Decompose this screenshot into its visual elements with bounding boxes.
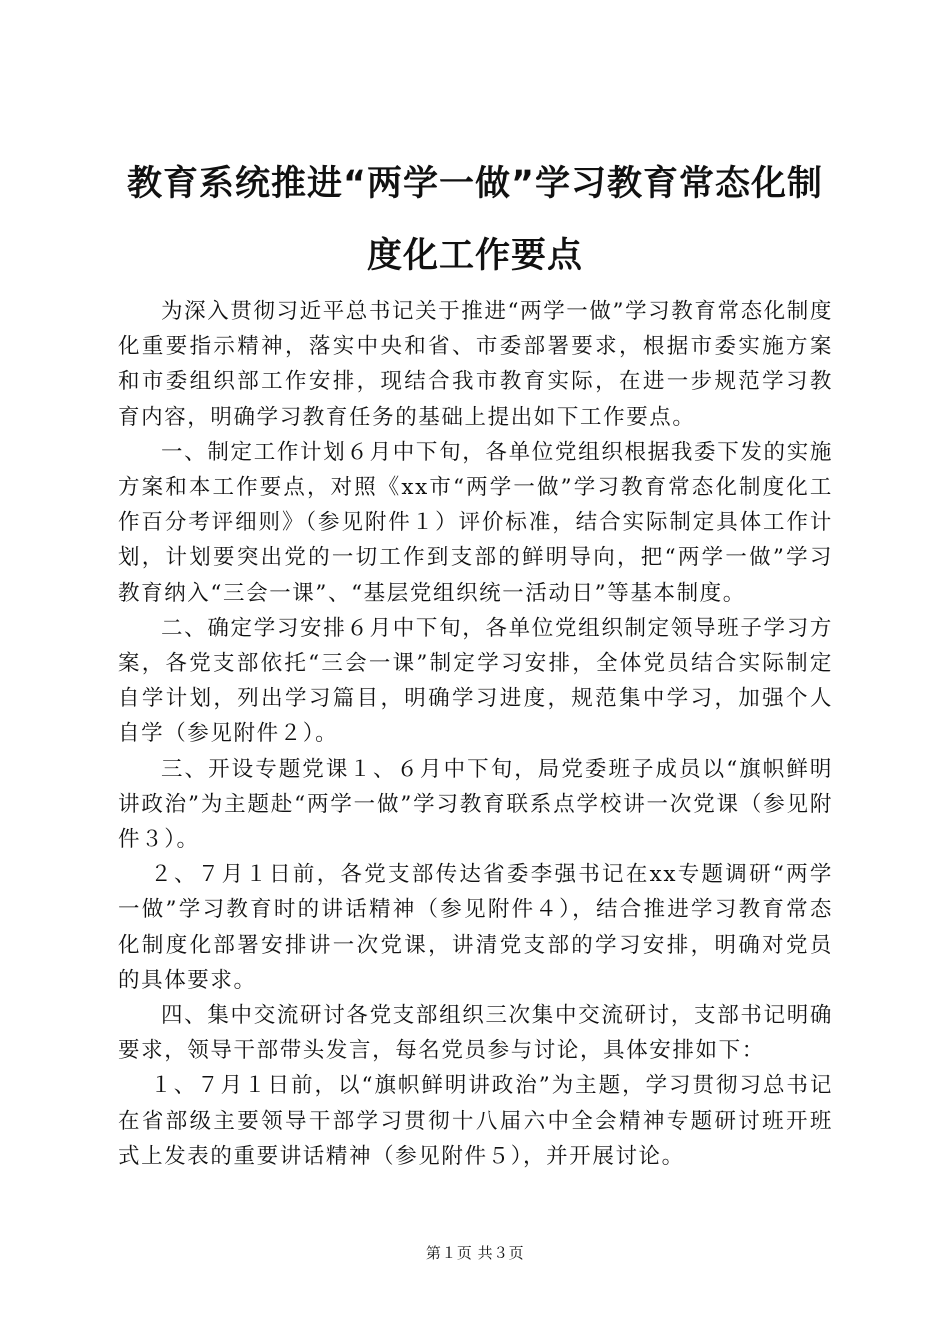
document-body: [118, 294, 833, 1174]
page-footer: [0, 1243, 950, 1263]
page-number: 第１页 共３页: [425, 1244, 525, 1262]
paragraph-section-4: 四、集中交流研讨各党支部组织三次集中交流研讨，支部书记明确要求，领导干部带头发言，每名党员参与讨论，具体安排如下：: [118, 1003, 833, 1064]
document-title: [110, 148, 840, 292]
paragraph-section-3-item-2: ２、７月１日前，各党支部传达省委李强书记在xx专题调研“两学一做”学习教育时的讲话精神（参见附件４），结合推进学习教育常态化制度化部署安排讲一次党课，讲清党支部的学习安排，明确对党员的具体要求。: [118, 862, 833, 993]
paragraph-section-3: 三、开设专题党课１、６月中下旬，局党委班子成员以“旗帜鲜明讲政治”为主题赴“两学一做”学习教育联系点学校讲一次党课（参见附件３）。: [118, 756, 833, 853]
title-line-2: 度化工作要点: [366, 236, 583, 276]
title-line-1: 教育系统推进“两学一做”学习教育常态化制: [126, 164, 823, 204]
paragraph-section-4-item-1: １、７月１日前，以“旗帜鲜明讲政治”为主题，学习贯彻习总书记在省部级主要领导干部学习贯彻十八届六中全会精神专题研讨班开班式上发表的重要讲话精神（参见附件５），并开展讨论。: [118, 1073, 833, 1169]
paragraph-intro: 为深入贯彻习近平总书记关于推进“两学一做”学习教育常态化制度化重要指示精神，落实中央和省、市委部署要求，根据市委实施方案和市委组织部工作安排，现结合我市教育实际，在进一步规范学习教育内容，明确学习教育任务的基础上提出如下工作要点。: [118, 299, 833, 430]
paragraph-section-2: 二、确定学习安排６月中下旬，各单位党组织制定领导班子学习方案，各党支部依托“三会一课”制定学习安排，全体党员结合实际制定自学计划，列出学习篇目，明确学习进度，规范集中学习，加强个人自学（参见附件２）。: [118, 615, 833, 747]
paragraph-section-1: 一、制定工作计划６月中下旬，各单位党组织根据我委下发的实施方案和本工作要点，对照《xx市“两学一做”学习教育常态化制度化工作百分考评细则》（参见附件１）评价标准，结合实际制定具体工作计划，计划要突出党的一切工作到支部的鲜明导向，把“两学一做”学习教育纳入“三会一课”、“基层党组织统一活动日”等基本制度。: [118, 439, 833, 606]
